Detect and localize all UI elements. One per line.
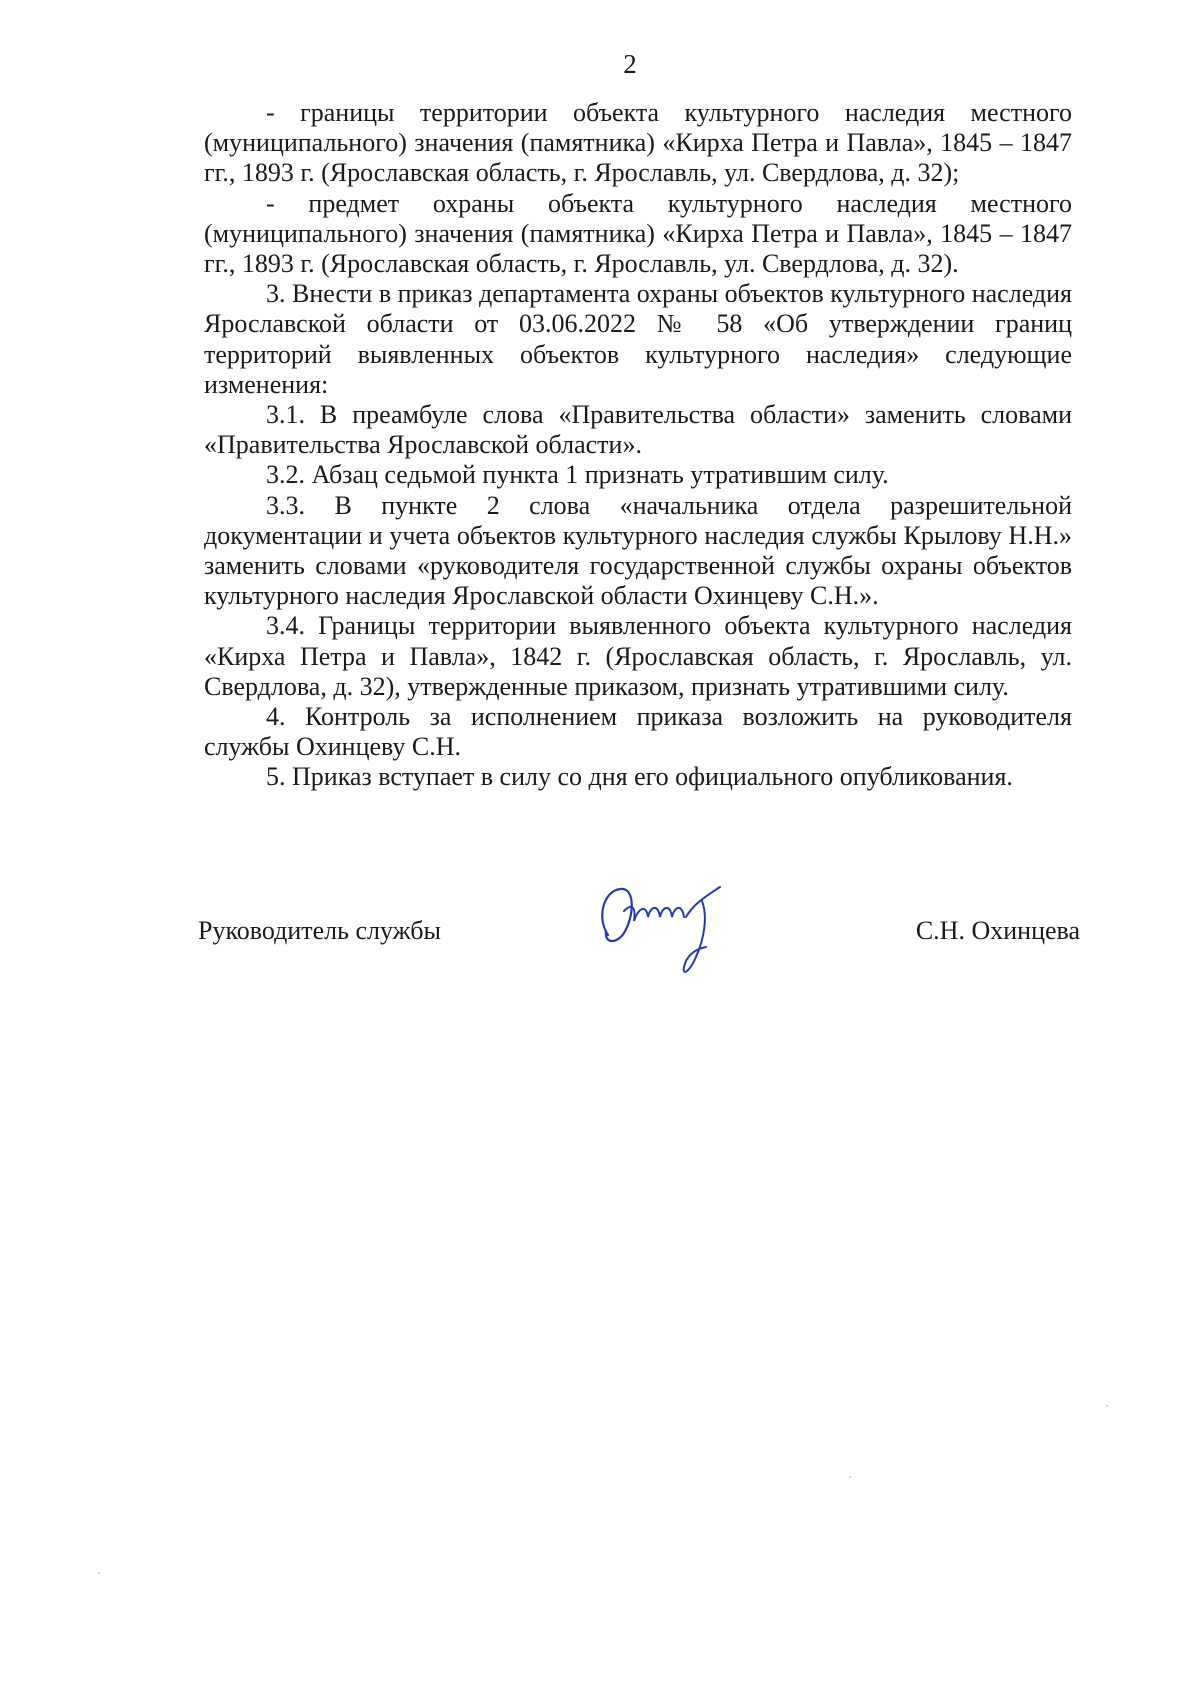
paragraph-protection-subject-item: - предмет охраны объекта культурного наследия местного (муниципального) значения (памятника) «Кирха Петра и Павла», 1845 – 1847 гг., 1893 г. (Ярославская область, г. Ярославль, ул. Свердлова, д. 32). xyxy=(204,188,1072,279)
signatory-position: Руководитель службы xyxy=(198,916,441,945)
handwritten-signature xyxy=(590,877,740,987)
signature-block xyxy=(198,905,1080,985)
paragraph-item-3: 3. Внести в приказ департамента охраны объектов культурного наследия Ярославской области от 03.06.2022 № 58 «Об утверждении границ территорий выявленных объектов культурного наследия» следующие изменения: xyxy=(204,279,1072,399)
paragraph-item-3-1: 3.1. В преамбуле слова «Правительства области» заменить словами «Правительства Ярославской области». xyxy=(204,400,1072,460)
paragraph-item-3-2: 3.2. Абзац седьмой пункта 1 признать утратившим силу. xyxy=(266,460,889,490)
paragraph-boundaries-item: - границы территории объекта культурного наследия местного (муниципального) значения (памятника) «Кирха Петра и Павла», 1845 – 1847 гг., 1893 г. (Ярославская область, г. Ярославль, ул. Свердлова, д. 32); xyxy=(204,98,1072,188)
scan-speck xyxy=(849,1476,851,1478)
signatory-name: С.Н. Охинцева xyxy=(915,916,1080,945)
paragraph-item-4: 4. Контроль за исполнением приказа возложить на руководителя службы Охинцеву С.Н. xyxy=(204,702,1072,762)
signature-stroke xyxy=(684,887,720,972)
page-number: 2 xyxy=(623,49,637,79)
paragraph-item-3-4: 3.4. Границы территории выявленного объекта культурного наследия «Кирха Петра и Павла», 1842 г. (Ярославская область, г. Ярославль, ул. Свердлова, д. 32), утвержденные приказом, признать утратившими силу. xyxy=(204,611,1072,701)
signature-stroke xyxy=(624,907,684,921)
scan-speck xyxy=(1106,1405,1108,1407)
signature-stroke xyxy=(602,889,632,941)
scan-speck xyxy=(98,1572,100,1574)
document-body xyxy=(204,98,1072,793)
paragraph-item-3-3: 3.3. В пункте 2 слова «начальника отдела разрешительной документации и учета объектов культурного наследия службы Крылову Н.Н.» заменить словами «руководителя государственной службы охраны объектов культурного наследия Ярославской области Охинцеву С.Н.». xyxy=(204,490,1072,611)
paragraph-item-5: 5. Приказ вступает в силу со дня его официального опубликования. xyxy=(266,762,1013,792)
